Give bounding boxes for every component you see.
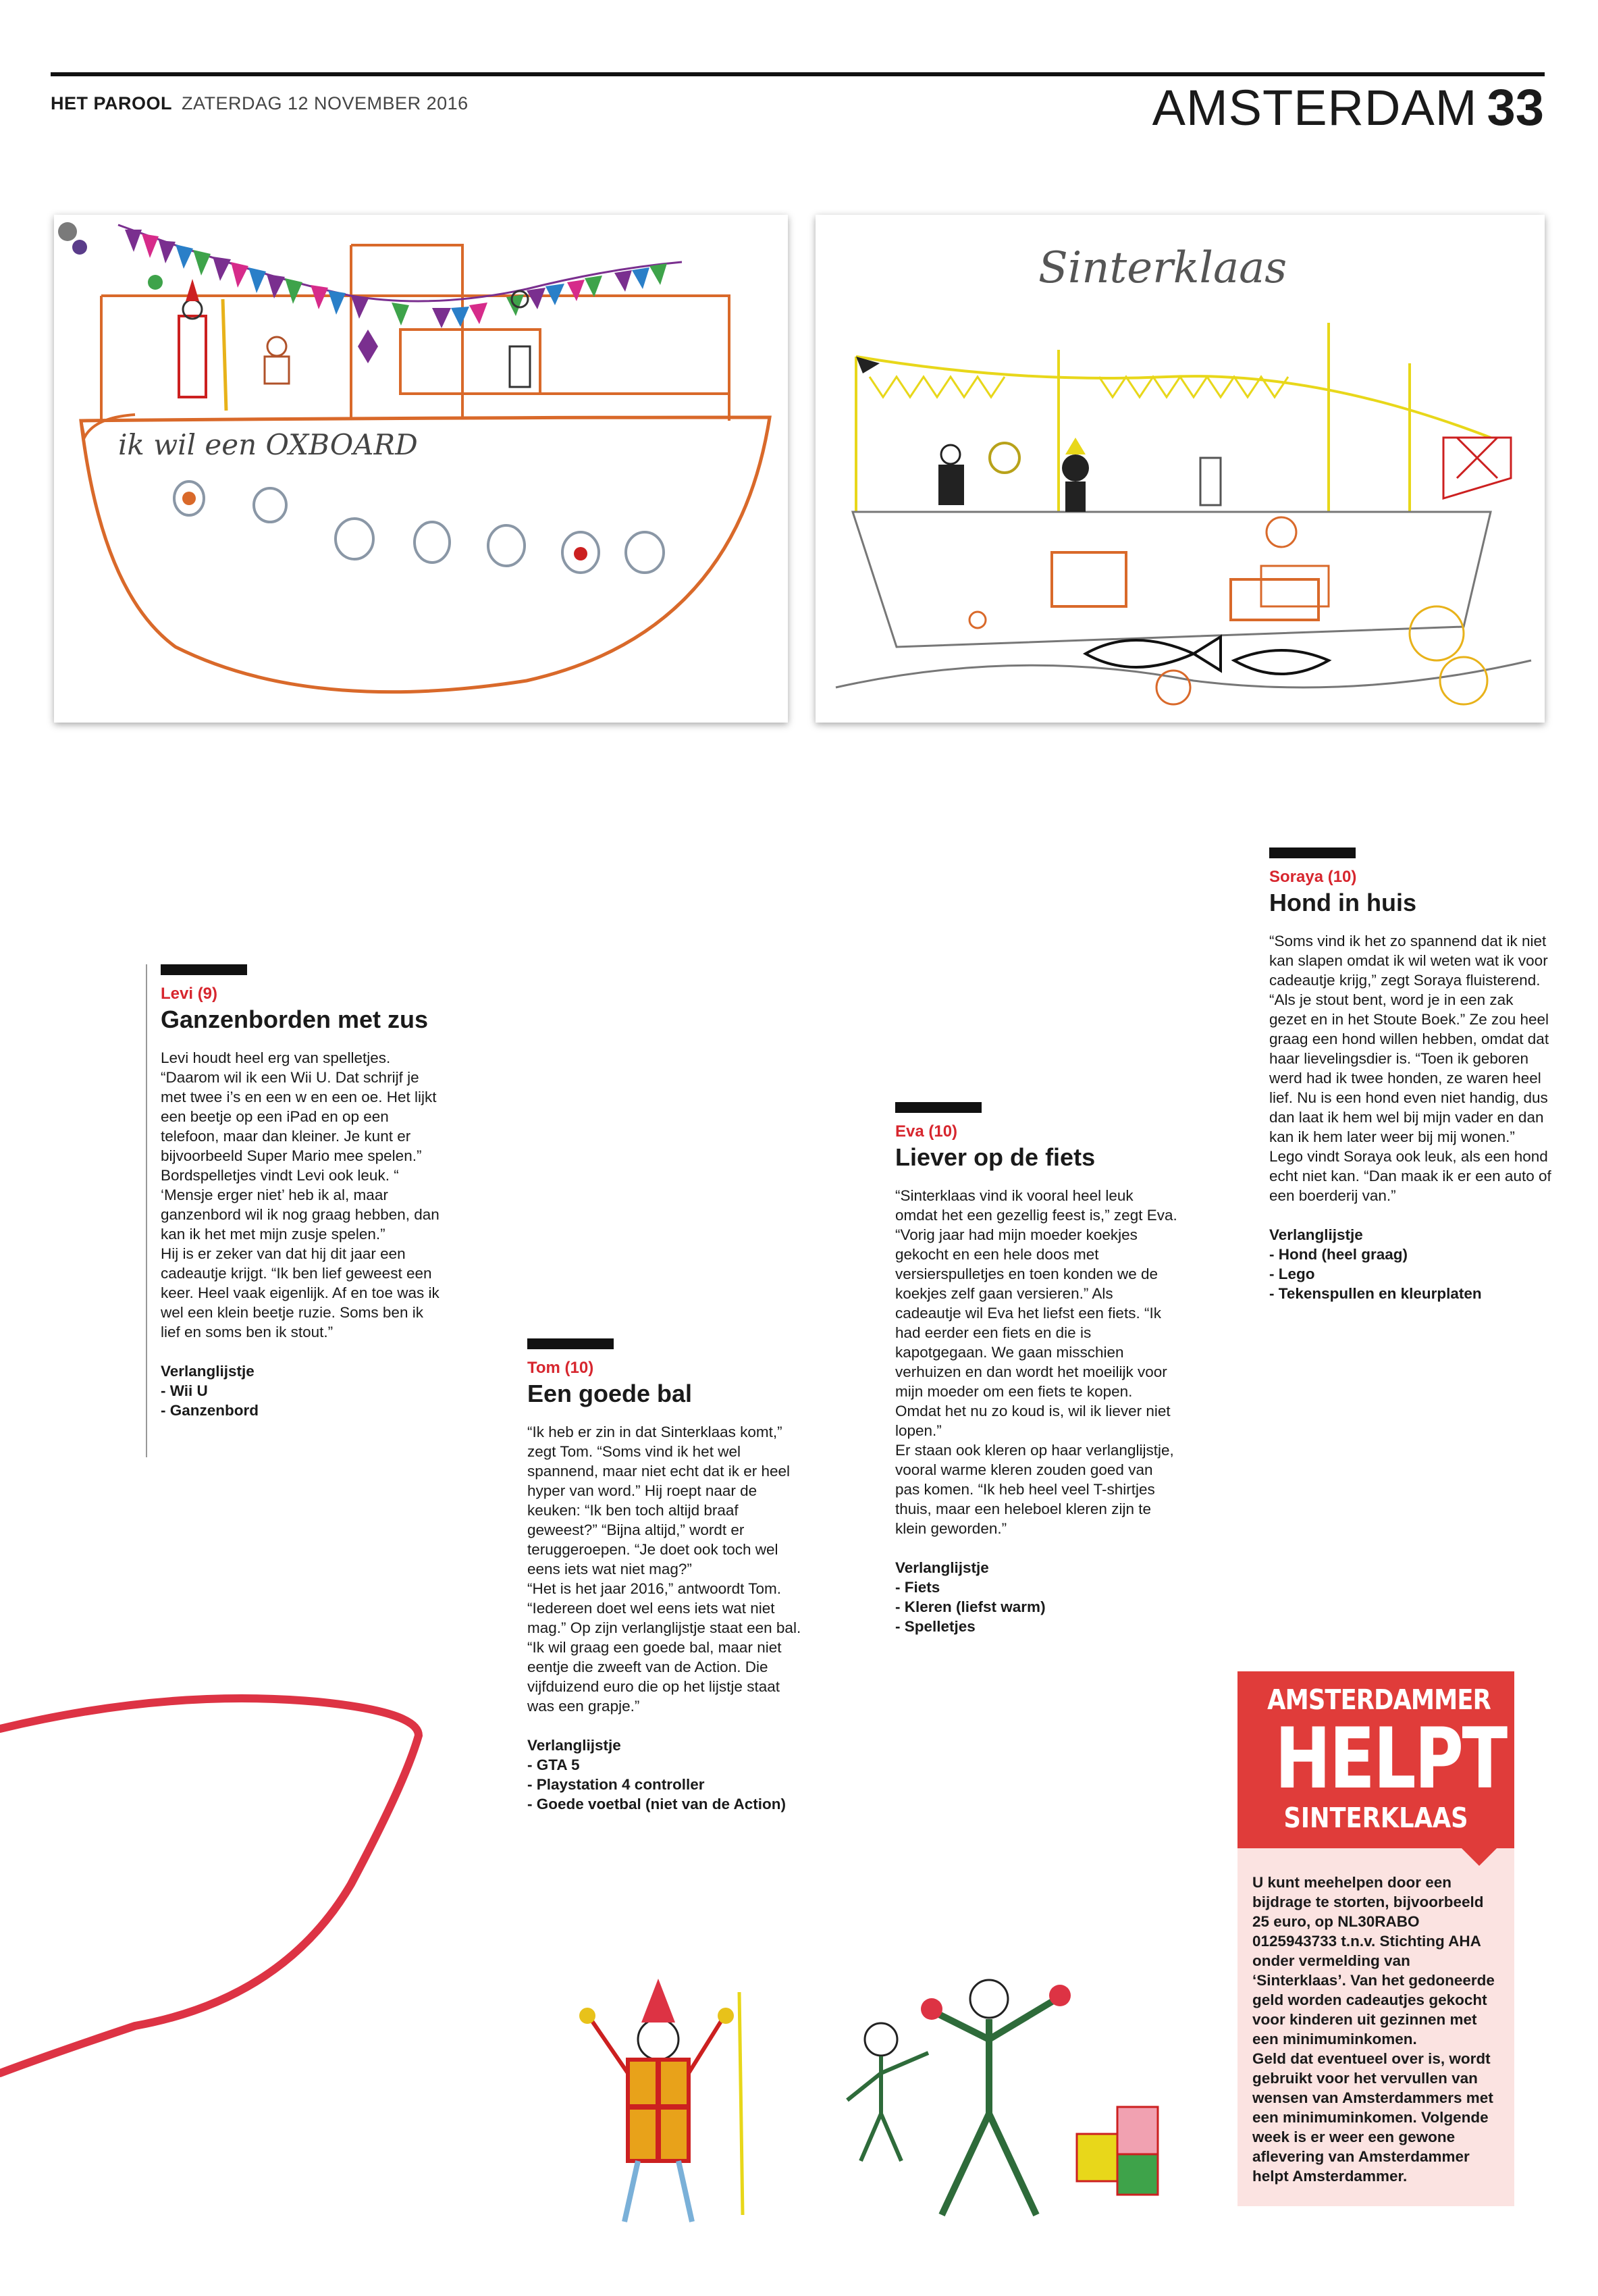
article-bar [161, 964, 247, 975]
article-body [527, 1422, 811, 1716]
article-headline: Hond in huis [1269, 889, 1416, 916]
article-kicker: Soraya (10) [1269, 868, 1357, 886]
paper-name: HET PAROOL [51, 93, 172, 113]
article-bar [895, 1102, 982, 1113]
promo-paragraph: Geld dat eventueel over is, wordt gebruikt voor het vervullen van wensen van Amsterdammers met een minimuminkomen. Volgende week is er weer een gewone aflevering van Amsterdammer helpt Amsterdammer. [1252, 2050, 1493, 2185]
wishlist-item: - Hond (heel graag) [1269, 1245, 1553, 1264]
wishlist [527, 1755, 811, 1814]
masthead-right [1152, 79, 1544, 136]
article-kicker: Levi (9) [161, 985, 218, 1003]
wishlist-title: Verlanglijstje [895, 1559, 989, 1576]
section-name: AMSTERDAM [1152, 80, 1478, 136]
wishlist-item: - GTA 5 [527, 1755, 811, 1775]
issue-date: ZATERDAG 12 NOVEMBER 2016 [182, 93, 469, 113]
article-eva [895, 1102, 1179, 1636]
boat-1-illustration [54, 215, 788, 723]
article-body [895, 1186, 1179, 1538]
figures-illustration [523, 1938, 1198, 2235]
red-stroke-illustration [0, 1648, 473, 2134]
wishlist-item: - Playstation 4 controller [527, 1775, 811, 1794]
promo-notch [1462, 1848, 1497, 1866]
wishlist-item: - Tekenspullen en kleurplaten [1269, 1284, 1553, 1303]
article-paragraph: “Sinterklaas vind ik vooral heel leuk omdat het een gezellig feest is,” zegt Eva. “Vorig jaar had mijn moeder koekjes gekocht en een hele doos met versierspulletjes en toen konden we de koekjes zelf gaan versieren.” Als cadeautje wil Eva het liefst een fiets. “Ik had eerder een fiets en die is kapotgegaan. We gaan misschien verhuizen en dan wordt het moeilijk voor mijn moeder om een fiets te kopen. Omdat het nu zo koud is, wil ik liever niet lopen.” [895, 1186, 1177, 1439]
promo-body [1237, 1848, 1514, 2206]
wishlist-title: Verlanglijstje [527, 1736, 621, 1754]
top-rule [51, 72, 1545, 76]
article-kicker: Tom (10) [527, 1359, 594, 1377]
promo-line-2: HELPT [1275, 1711, 1506, 1808]
wishlist-item: - Fiets [895, 1577, 1179, 1597]
article-soraya [1269, 847, 1553, 1303]
child-drawing-boat-2 [816, 215, 1545, 723]
article-tom [527, 1338, 811, 1814]
wishlist-title: Verlanglijstje [161, 1362, 255, 1380]
wishlist-item: - Wii U [161, 1381, 444, 1401]
wishlist-item: - Lego [1269, 1264, 1553, 1284]
column-rule [146, 964, 147, 1457]
article-paragraph: “Het is het jaar 2016,” antwoordt Tom. “Iedereen doet wel eens iets wat niet mag.” Op zijn verlanglijstje staat een bal. “Ik wil graag een goede bal, maar niet eentje die zweeft van de Action. Die vijfduizend euro die op het lijstje staat was een grapje.” [527, 1580, 801, 1715]
promo-paragraph: U kunt meehelpen door een bijdrage te storten, bijvoorbeeld 25 euro, op NL30RABO 0125943733 t.n.v. Stichting AHA onder vermelding van ‘Sinterklaas’. Van het gedoneerde geld worden cadeautjes gekocht voor kinderen uit gezinnen met een minimuminkomen. [1252, 1874, 1495, 2048]
masthead-left [51, 93, 469, 114]
article-body [1269, 931, 1553, 1205]
wishlist [1269, 1245, 1553, 1303]
article-paragraph: “Soms vind ik het zo spannend dat ik niet kan slapen omdat ik wil weten wat ik voor cadeautje krijg,” zegt Soraya fluisterend. “Als je stout bent, word je in een zak gezet en in het Stoute Boek.” Ze zou heel graag een hond willen hebben, omdat dat haar lievelingsdier is. “Toen ik geboren werd had ik twee honden, ze waren heel lief. Nu is een hond even niet handig, dus dan laat ik hem wel bij mijn vader en dan kan ik hem later weer bij mij wonen.” Lego vindt Soraya ook leuk, als een hond echt niet kan. “Dan maak ik er een auto of een boerderij van.” [1269, 932, 1551, 1204]
boat-2-handwritten-text: Sinterklaas [1038, 243, 1287, 293]
promo-amsterdammer-helpt [1237, 1671, 1514, 2206]
article-headline: Ganzenborden met zus [161, 1006, 429, 1033]
wishlist-item: - Ganzenbord [161, 1401, 444, 1420]
article-headline: Liever op de fiets [895, 1143, 1096, 1171]
page-number: 33 [1487, 79, 1544, 136]
article-paragraph: “Ik heb er zin in dat Sinterklaas komt,” zegt Tom. “Soms vind ik het wel spannend, maar niet echt dat ik er heel hyper van word.” Hij roept naar de keuken: “Ik ben toch altijd braaf geweest?” “Bijna altijd,” wordt er teruggeroepen. “Je doet ook toch wel eens iets wat niet mag?” [527, 1423, 790, 1577]
boat-2-illustration [816, 215, 1545, 723]
article-bar [527, 1338, 614, 1349]
article-body [161, 1048, 444, 1342]
article-paragraph: Levi houdt heel erg van spelletjes. “Daarom wil ik een Wii U. Dat schrijf je met twee i’s en een w en een oe. Het lijkt een beetje op een iPad en op een telefoon, maar dan kleiner. Je kunt er bijvoorbeeld Super Mario mee spelen.” Bordspelletjes vindt Levi ook leuk. “ ‘Mensje erger niet’ heb ik al, maar ganzenbord wil ik nog graag hebben, dan kan ik het met mijn zusje spelen.” [161, 1049, 440, 1243]
child-drawing-figures [523, 1938, 1198, 2235]
promo-line-1: AMSTERDAMMER [1267, 1684, 1491, 1716]
article-kicker: Eva (10) [895, 1122, 958, 1141]
boat-1-handwritten-text: ik wil een OXBOARD [118, 428, 418, 461]
article-levi [161, 964, 444, 1420]
article-paragraph: Hij is er zeker van dat hij dit jaar een cadeautje krijgt. “Ik ben lief geweest een keer. Heel vaak eigenlijk. Af en toe was ik wel een klein beetje ruzie. Soms ben ik lief en soms ben ik stout.” [161, 1245, 440, 1340]
wishlist-title: Verlanglijstje [1269, 1226, 1363, 1243]
wishlist-item: - Goede voetbal (niet van de Action) [527, 1794, 811, 1814]
wishlist-item: - Kleren (liefst warm) [895, 1597, 1179, 1617]
article-bar [1269, 847, 1356, 858]
wishlist [895, 1577, 1179, 1636]
wishlist [161, 1381, 444, 1420]
promo-line-3: SINTERKLAAS [1283, 1802, 1468, 1835]
child-drawing-boat-1 [54, 215, 788, 723]
wishlist-item: - Spelletjes [895, 1617, 1179, 1636]
article-paragraph: Er staan ook kleren op haar verlanglijstje, vooral warme kleren zouden goed van pas komen. “Ik heb heel veel T-shirtjes thuis, maar een heleboel kleren zijn te klein geworden.” [895, 1441, 1174, 1537]
article-headline: Een goede bal [527, 1380, 693, 1407]
promo-header [1237, 1671, 1514, 1848]
red-crayon-stroke [0, 1648, 473, 2134]
